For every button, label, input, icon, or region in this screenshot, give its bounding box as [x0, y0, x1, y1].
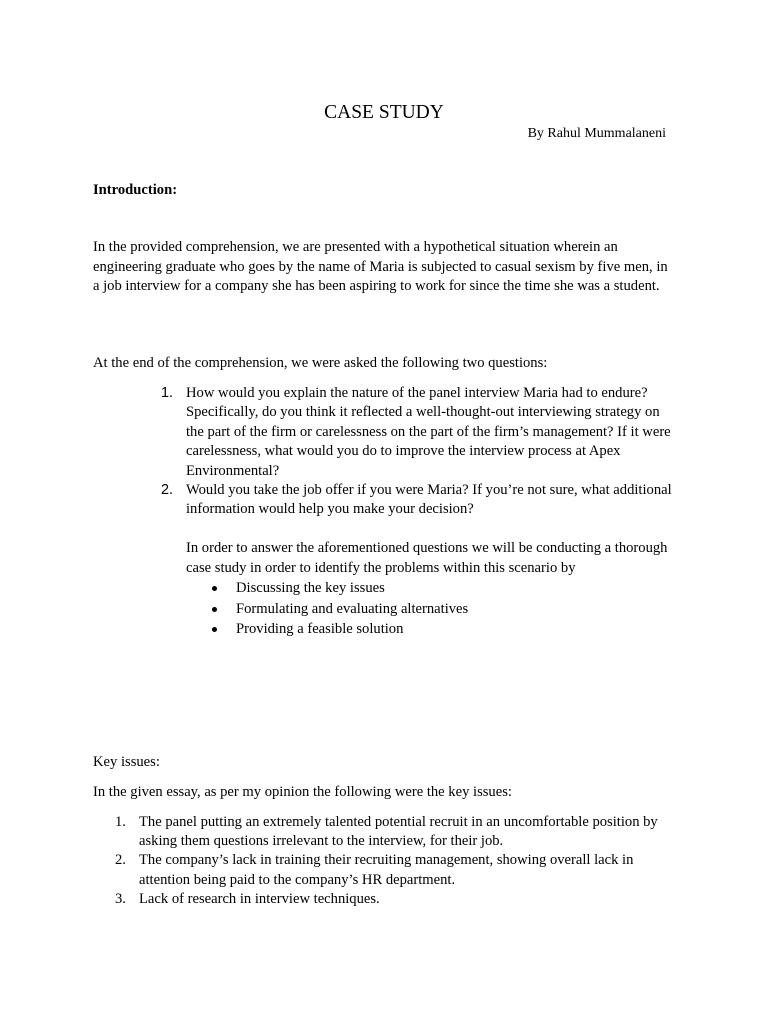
key-issues-heading: Key issues:	[93, 754, 160, 770]
key-issue-number: 1.	[115, 814, 126, 830]
key-issue-number: 2.	[115, 852, 126, 869]
approach-bullet-list	[212, 578, 678, 640]
key-issue-item	[93, 890, 683, 909]
author-line: By Rahul Mummalaneni	[527, 126, 666, 141]
key-issue-text: The company’s lack in training their recruiting management, showing overall lack in attention being paid to the company’s HR department.	[139, 852, 634, 888]
key-issues-intro: In the given essay, as per my opinion the following were the key issues:	[93, 784, 512, 800]
questions-list	[158, 384, 678, 640]
question-number: 2.	[161, 482, 174, 499]
approach-bullet: Providing a feasible solution	[212, 619, 678, 640]
document-title: CASE STUDY	[324, 102, 444, 123]
question-item	[158, 481, 678, 520]
key-issue-text: The panel putting an extremely talented potential recruit in an uncomfortable position by asking them questions irrelevant to the interview, for their job.	[139, 814, 658, 850]
question-text: How would you explain the nature of the panel interview Maria had to endure? Specifically, do you think it reflected a well-thought-out interviewing strategy on the part of the firm or carelessness on the part of the firm’s management? If it were carelessness, what would you do to improve the interview process at Apex Environmental?	[186, 385, 671, 479]
approach-bullet: Formulating and evaluating alternatives	[212, 599, 678, 620]
key-issue-text: Lack of research in interview techniques.	[139, 890, 380, 907]
question-number: 1.	[161, 385, 174, 401]
introduction-heading: Introduction:	[93, 182, 178, 198]
question-item	[158, 384, 678, 481]
key-issue-item	[93, 813, 683, 851]
key-issue-item	[93, 851, 683, 889]
approach-paragraph: In order to answer the aforementioned questions we will be conducting a thorough case study in order to identify the problems within this scenario by	[186, 540, 668, 576]
key-issue-number: 3.	[115, 890, 126, 907]
approach-bullet: Discussing the key issues	[212, 578, 678, 599]
key-issues-list	[93, 813, 683, 909]
questions-intro: At the end of the comprehension, we were asked the following two questions:	[93, 355, 548, 371]
question-text: Would you take the job offer if you were Maria? If you’re not sure, what additional information would help you make your decision?	[186, 482, 672, 518]
introduction-paragraph: In the provided comprehension, we are presented with a hypothetical situation wherein an engineering graduate who goes by the name of Maria is subjected to casual sexism by five men, in a job interview for a company she has been aspiring to work for since the time she was a student.	[93, 239, 668, 294]
